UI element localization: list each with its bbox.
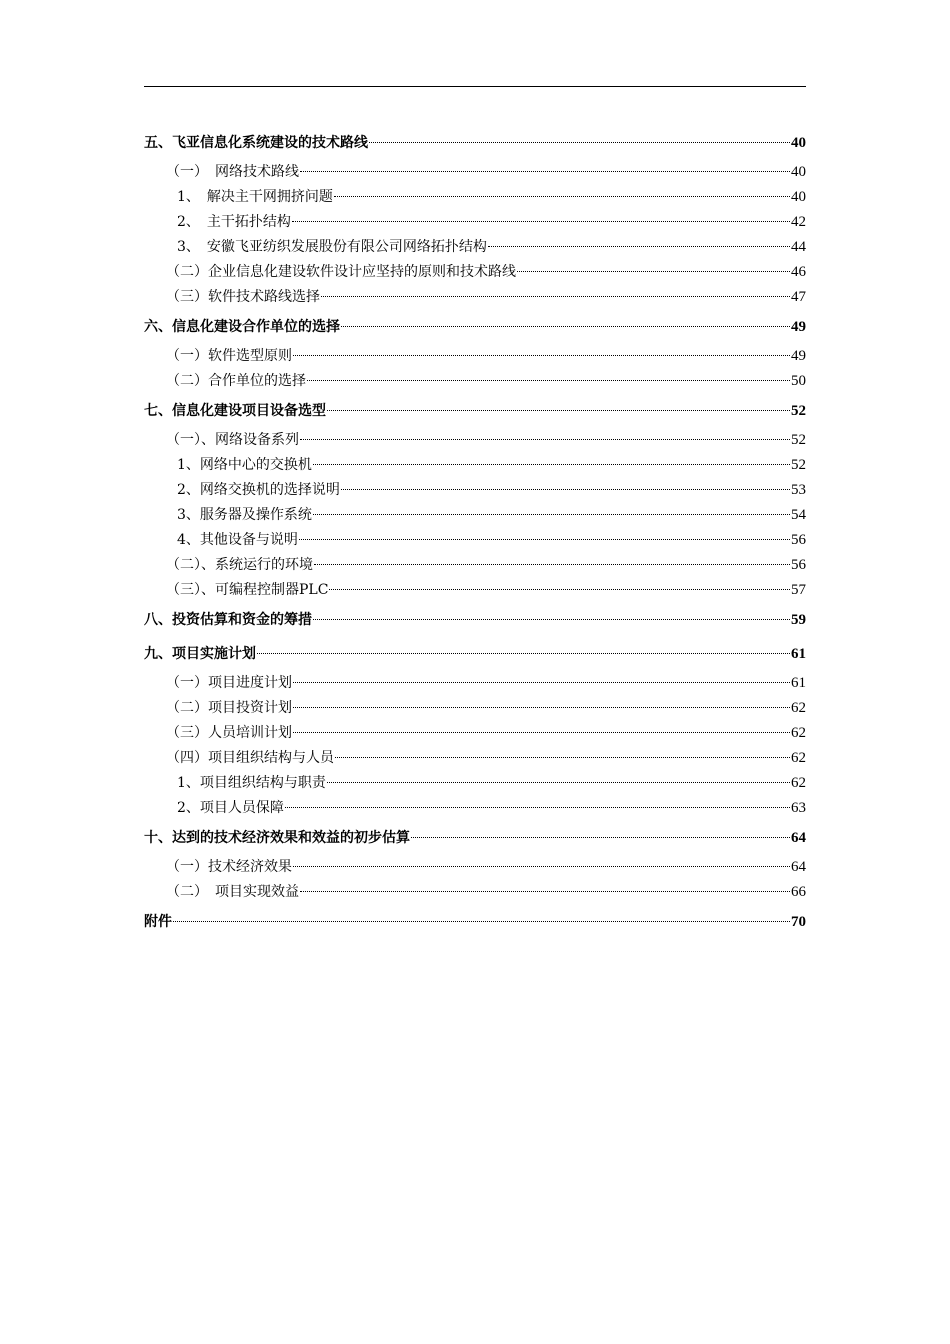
dot-leader [313, 514, 790, 515]
toc-entry[interactable] [144, 185, 806, 210]
toc-entry-page: 52 [791, 403, 806, 419]
toc-entry-page: 56 [791, 532, 806, 548]
toc-entry-page: 46 [791, 264, 806, 280]
toc-entry-page: 40 [791, 135, 806, 151]
dot-leader [321, 296, 790, 297]
toc-entry-title: 1、 解决主干网拥挤问题 [177, 189, 333, 205]
dot-leader [307, 380, 790, 381]
toc-entry[interactable] [144, 260, 806, 285]
dot-leader [327, 782, 790, 783]
toc-entry-page: 61 [791, 675, 806, 691]
toc-entry-page: 70 [791, 914, 806, 930]
toc-entry[interactable] [144, 503, 806, 528]
toc-entry[interactable] [144, 310, 806, 344]
toc-entry[interactable] [144, 344, 806, 369]
toc-entry[interactable] [144, 235, 806, 260]
toc-entry-title: （一）软件选型原则 [166, 348, 292, 364]
dot-leader [293, 707, 790, 708]
toc-entry[interactable] [144, 671, 806, 696]
toc-entry[interactable] [144, 394, 806, 428]
dot-leader [300, 439, 790, 440]
toc-entry-page: 40 [791, 189, 806, 205]
toc-entry-page: 44 [791, 239, 806, 255]
toc-entry-title: （三）人员培训计划 [166, 725, 292, 741]
toc-entry-title: （二）项目投资计划 [166, 700, 292, 716]
toc-entry[interactable] [144, 880, 806, 905]
toc-entry-page: 54 [791, 507, 806, 523]
toc-entry-page: 64 [791, 830, 806, 846]
toc-entry-title: 2、项目人员保障 [177, 800, 284, 816]
toc-entry[interactable] [144, 637, 806, 671]
dot-leader [300, 891, 790, 892]
toc-entry[interactable] [144, 578, 806, 603]
toc-entry-page: 53 [791, 482, 806, 498]
dot-leader [293, 732, 790, 733]
toc-entry-page: 63 [791, 800, 806, 816]
toc-entry-page: 52 [791, 457, 806, 473]
toc-entry-page: 52 [791, 432, 806, 448]
dot-leader [292, 221, 790, 222]
toc-entry-title: 十、达到的技术经济效果和效益的初步估算 [144, 830, 410, 846]
header-rule [144, 86, 806, 87]
toc-entry-title: （二）合作单位的选择 [166, 373, 306, 389]
toc-entry[interactable] [144, 855, 806, 880]
toc-entry[interactable] [144, 210, 806, 235]
toc-entry-page: 61 [791, 646, 806, 662]
toc-entry[interactable] [144, 160, 806, 185]
toc-entry-title: 五、飞亚信息化系统建设的技术路线 [144, 135, 368, 151]
dot-leader [327, 410, 790, 411]
toc-entry-title: （一）技术经济效果 [166, 859, 292, 875]
toc-entry-page: 40 [791, 164, 806, 180]
dot-leader [300, 171, 790, 172]
toc-entry-title: 九、项目实施计划 [144, 646, 256, 662]
dot-leader [285, 807, 790, 808]
toc-entry-page: 62 [791, 750, 806, 766]
toc-entry-page: 59 [791, 612, 806, 628]
toc-entry[interactable] [144, 553, 806, 578]
dot-leader [257, 653, 790, 654]
toc-entry-title: 1、项目组织结构与职责 [177, 775, 326, 791]
toc-entry-page: 62 [791, 725, 806, 741]
dot-leader [335, 757, 790, 758]
dot-leader [369, 142, 790, 143]
toc-entry[interactable] [144, 478, 806, 503]
table-of-contents [144, 126, 806, 939]
toc-entry-page: 49 [791, 348, 806, 364]
toc-entry-title: （一） 网络技术路线 [166, 164, 299, 180]
dot-leader [334, 196, 790, 197]
dot-leader [341, 489, 790, 490]
dot-leader [488, 246, 790, 247]
dot-leader [299, 539, 790, 540]
toc-entry[interactable] [144, 369, 806, 394]
toc-entry-title: 2、 主干拓扑结构 [177, 214, 291, 230]
dot-leader [341, 326, 790, 327]
toc-entry-page: 42 [791, 214, 806, 230]
toc-entry-title: （二） 项目实现效益 [166, 884, 299, 900]
dot-leader [293, 355, 790, 356]
toc-entry-title: 3、服务器及操作系统 [177, 507, 312, 523]
toc-entry-page: 57 [791, 582, 806, 598]
toc-entry-title: （三）软件技术路线选择 [166, 289, 320, 305]
dot-leader [517, 271, 790, 272]
toc-entry-title: 2、网络交换机的选择说明 [177, 482, 340, 498]
toc-entry-page: 62 [791, 700, 806, 716]
toc-entry-title: 六、信息化建设合作单位的选择 [144, 319, 340, 335]
toc-entry-title: （一）项目进度计划 [166, 675, 292, 691]
toc-entry[interactable] [144, 285, 806, 310]
toc-entry[interactable] [144, 428, 806, 453]
dot-leader [313, 619, 790, 620]
toc-entry-title: 4、其他设备与说明 [177, 532, 298, 548]
toc-entry-title: 附件 [144, 914, 172, 930]
toc-entry-page: 49 [791, 319, 806, 335]
dot-leader [313, 464, 790, 465]
dot-leader [293, 866, 790, 867]
toc-entry-title: （四）项目组织结构与人员 [166, 750, 334, 766]
toc-entry-page: 50 [791, 373, 806, 389]
toc-entry[interactable] [144, 603, 806, 637]
toc-entry-title: 八、投资估算和资金的筹措 [144, 612, 312, 628]
dot-leader [411, 837, 790, 838]
toc-entry-title: 1、网络中心的交换机 [177, 457, 312, 473]
toc-entry[interactable] [144, 796, 806, 821]
toc-entry[interactable] [144, 126, 806, 160]
toc-entry[interactable] [144, 746, 806, 771]
toc-entry-title: 七、信息化建设项目设备选型 [144, 403, 326, 419]
toc-entry-page: 64 [791, 859, 806, 875]
toc-entry-title: （二）企业信息化建设软件设计应坚持的原则和技术路线 [166, 264, 516, 280]
dot-leader [173, 921, 790, 922]
toc-entry[interactable] [144, 771, 806, 796]
toc-entry[interactable] [144, 528, 806, 553]
toc-entry[interactable] [144, 721, 806, 746]
dot-leader [314, 564, 790, 565]
toc-entry[interactable] [144, 905, 806, 939]
toc-entry[interactable] [144, 453, 806, 478]
toc-entry-page: 66 [791, 884, 806, 900]
toc-entry-title: （一）、网络设备系列 [166, 432, 299, 448]
toc-entry[interactable] [144, 821, 806, 855]
toc-entry-page: 62 [791, 775, 806, 791]
dot-leader [293, 682, 790, 683]
toc-entry-title: （三）、可编程控制器PLC [166, 582, 329, 598]
toc-entry[interactable] [144, 696, 806, 721]
toc-entry-page: 56 [791, 557, 806, 573]
toc-entry-page: 47 [791, 289, 806, 305]
toc-entry-title: （二）、系统运行的环境 [166, 557, 313, 573]
dot-leader [329, 589, 790, 590]
toc-entry-title: 3、 安徽飞亚纺织发展股份有限公司网络拓扑结构 [177, 239, 487, 255]
